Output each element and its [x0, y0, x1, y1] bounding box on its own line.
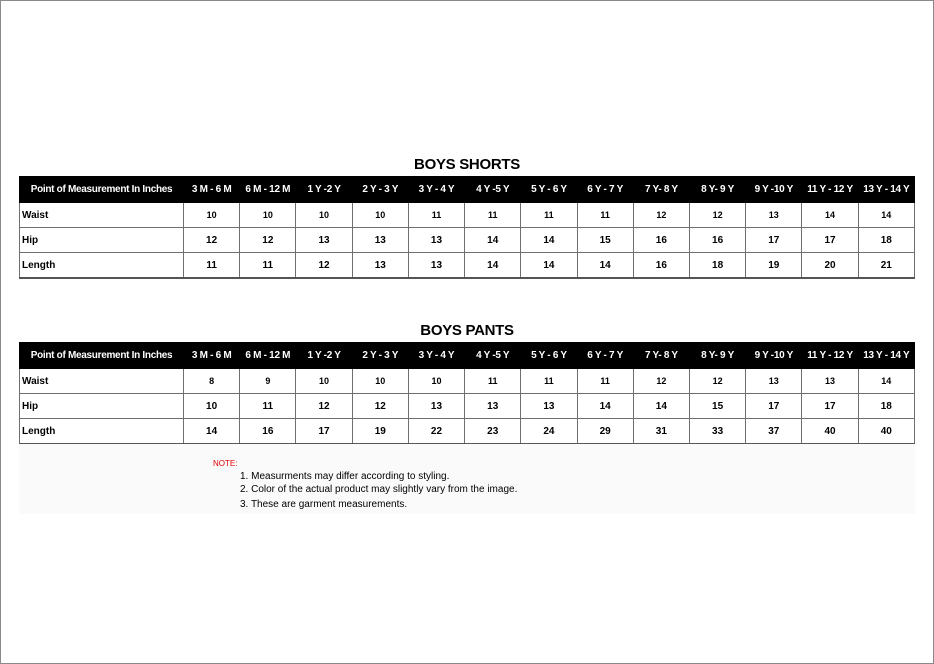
pants-cell: 16	[240, 419, 296, 445]
pants-row-label: Hip	[20, 394, 184, 419]
shorts-cell: 10	[184, 203, 240, 228]
pants-cell: 13	[521, 394, 577, 419]
pants-cell: 11	[465, 369, 521, 394]
pants-cell: 12	[689, 369, 745, 394]
pants-cell: 8	[184, 369, 240, 394]
shorts-cell: 10	[240, 203, 296, 228]
shorts-cell: 12	[296, 253, 352, 279]
pants-cell: 33	[689, 419, 745, 445]
pants-size-header: 9 Y -10 Y	[746, 343, 802, 369]
shorts-size-header: 8 Y- 9 Y	[689, 177, 745, 203]
shorts-row-label: Hip	[20, 228, 184, 253]
pants-cell: 10	[296, 369, 352, 394]
shorts-size-header: 1 Y -2 Y	[296, 177, 352, 203]
shorts-cell: 12	[633, 203, 689, 228]
shorts-cell: 17	[802, 228, 858, 253]
shorts-cell: 12	[184, 228, 240, 253]
pants-cell: 12	[296, 394, 352, 419]
shorts-size-header: 3 M - 6 M	[184, 177, 240, 203]
pants-cell: 13	[746, 369, 802, 394]
pants-cell: 14	[184, 419, 240, 445]
pants-row-hip	[20, 394, 915, 419]
shorts-cell: 14	[802, 203, 858, 228]
shorts-cell: 20	[802, 253, 858, 279]
pants-cell: 14	[633, 394, 689, 419]
shorts-cell: 13	[408, 228, 464, 253]
pants-title: BOYS PANTS	[420, 322, 514, 339]
shorts-cell: 18	[858, 228, 914, 253]
shorts-size-table	[19, 176, 915, 279]
shorts-cell: 13	[408, 253, 464, 279]
shorts-cell: 13	[352, 253, 408, 279]
shorts-header-row	[20, 177, 915, 203]
shorts-size-header: 13 Y - 14 Y	[858, 177, 914, 203]
shorts-cell: 14	[577, 253, 633, 279]
shorts-cell: 14	[465, 228, 521, 253]
note-label: NOTE:	[213, 459, 238, 468]
pants-cell: 19	[352, 419, 408, 445]
shorts-size-header: 4 Y -5 Y	[465, 177, 521, 203]
shorts-size-header: 7 Y- 8 Y	[633, 177, 689, 203]
shorts-size-header: 3 Y - 4 Y	[408, 177, 464, 203]
shorts-cell: 16	[633, 253, 689, 279]
shorts-cell: 17	[746, 228, 802, 253]
shorts-row-length	[20, 253, 915, 279]
shorts-cell: 12	[240, 228, 296, 253]
pants-row-label: Waist	[20, 369, 184, 394]
shorts-size-header: 6 Y - 7 Y	[577, 177, 633, 203]
shorts-cell: 11	[240, 253, 296, 279]
pants-size-table	[19, 342, 915, 445]
pants-cell: 22	[408, 419, 464, 445]
shorts-size-header: 5 Y - 6 Y	[521, 177, 577, 203]
shorts-cell: 14	[521, 228, 577, 253]
pants-header-row	[20, 343, 915, 369]
shorts-cell: 11	[521, 203, 577, 228]
pants-size-header: 6 M - 12 M	[240, 343, 296, 369]
pants-cell: 10	[352, 369, 408, 394]
note-line-1: 1. Measurments may differ according to styling.	[240, 471, 450, 482]
pants-cell: 13	[408, 394, 464, 419]
shorts-cell: 11	[184, 253, 240, 279]
shorts-size-header: 2 Y - 3 Y	[352, 177, 408, 203]
shorts-row-label: Waist	[20, 203, 184, 228]
shorts-cell: 14	[858, 203, 914, 228]
shorts-cell: 16	[633, 228, 689, 253]
shorts-row-hip	[20, 228, 915, 253]
shorts-title: BOYS SHORTS	[414, 156, 520, 173]
pants-cell: 17	[296, 419, 352, 445]
pants-size-header: 3 M - 6 M	[184, 343, 240, 369]
shorts-cell: 19	[746, 253, 802, 279]
pants-header-label: Point of Measurement In Inches	[20, 343, 184, 369]
shorts-cell: 10	[352, 203, 408, 228]
pants-cell: 18	[858, 394, 914, 419]
shorts-cell: 21	[858, 253, 914, 279]
pants-cell: 14	[577, 394, 633, 419]
shorts-cell: 14	[465, 253, 521, 279]
pants-cell: 12	[633, 369, 689, 394]
shorts-size-header: 6 M - 12 M	[240, 177, 296, 203]
shorts-cell: 13	[296, 228, 352, 253]
pants-cell: 11	[577, 369, 633, 394]
shorts-size-header: 11 Y - 12 Y	[802, 177, 858, 203]
pants-size-header: 1 Y -2 Y	[296, 343, 352, 369]
pants-size-header: 13 Y - 14 Y	[858, 343, 914, 369]
pants-cell: 9	[240, 369, 296, 394]
pants-cell: 17	[802, 394, 858, 419]
pants-cell: 23	[465, 419, 521, 445]
pants-cell: 12	[352, 394, 408, 419]
pants-row-length	[20, 419, 915, 445]
shorts-cell: 11	[408, 203, 464, 228]
shorts-cell: 15	[577, 228, 633, 253]
pants-size-header: 7 Y- 8 Y	[633, 343, 689, 369]
shorts-cell: 16	[689, 228, 745, 253]
pants-cell: 31	[633, 419, 689, 445]
pants-size-header: 6 Y - 7 Y	[577, 343, 633, 369]
pants-cell: 40	[858, 419, 914, 445]
shorts-row-label: Length	[20, 253, 184, 279]
pants-cell: 13	[802, 369, 858, 394]
pants-size-header: 3 Y - 4 Y	[408, 343, 464, 369]
pants-size-header: 5 Y - 6 Y	[521, 343, 577, 369]
pants-cell: 13	[465, 394, 521, 419]
shorts-header-label: Point of Measurement In Inches	[20, 177, 184, 203]
pants-cell: 17	[746, 394, 802, 419]
pants-row-waist	[20, 369, 915, 394]
pants-cell: 10	[408, 369, 464, 394]
shorts-row-waist	[20, 203, 915, 228]
shorts-cell: 11	[465, 203, 521, 228]
note-line-2: 2. Color of the actual product may slightly vary from the image.	[240, 484, 518, 495]
pants-cell: 11	[521, 369, 577, 394]
shorts-cell: 12	[689, 203, 745, 228]
shorts-size-header: 9 Y -10 Y	[746, 177, 802, 203]
shorts-cell: 11	[577, 203, 633, 228]
note-line-3: 3. These are garment measurements.	[240, 499, 408, 510]
shorts-cell: 13	[352, 228, 408, 253]
shorts-cell: 14	[521, 253, 577, 279]
pants-cell: 14	[858, 369, 914, 394]
pants-cell: 15	[689, 394, 745, 419]
shorts-cell: 13	[746, 203, 802, 228]
note-panel	[19, 444, 915, 514]
pants-cell: 10	[184, 394, 240, 419]
pants-size-header: 8 Y- 9 Y	[689, 343, 745, 369]
pants-cell: 11	[240, 394, 296, 419]
pants-cell: 37	[746, 419, 802, 445]
pants-size-header: 2 Y - 3 Y	[352, 343, 408, 369]
pants-size-header: 4 Y -5 Y	[465, 343, 521, 369]
pants-cell: 24	[521, 419, 577, 445]
pants-cell: 29	[577, 419, 633, 445]
shorts-cell: 18	[689, 253, 745, 279]
shorts-cell: 10	[296, 203, 352, 228]
pants-cell: 40	[802, 419, 858, 445]
pants-size-header: 11 Y - 12 Y	[802, 343, 858, 369]
pants-row-label: Length	[20, 419, 184, 445]
